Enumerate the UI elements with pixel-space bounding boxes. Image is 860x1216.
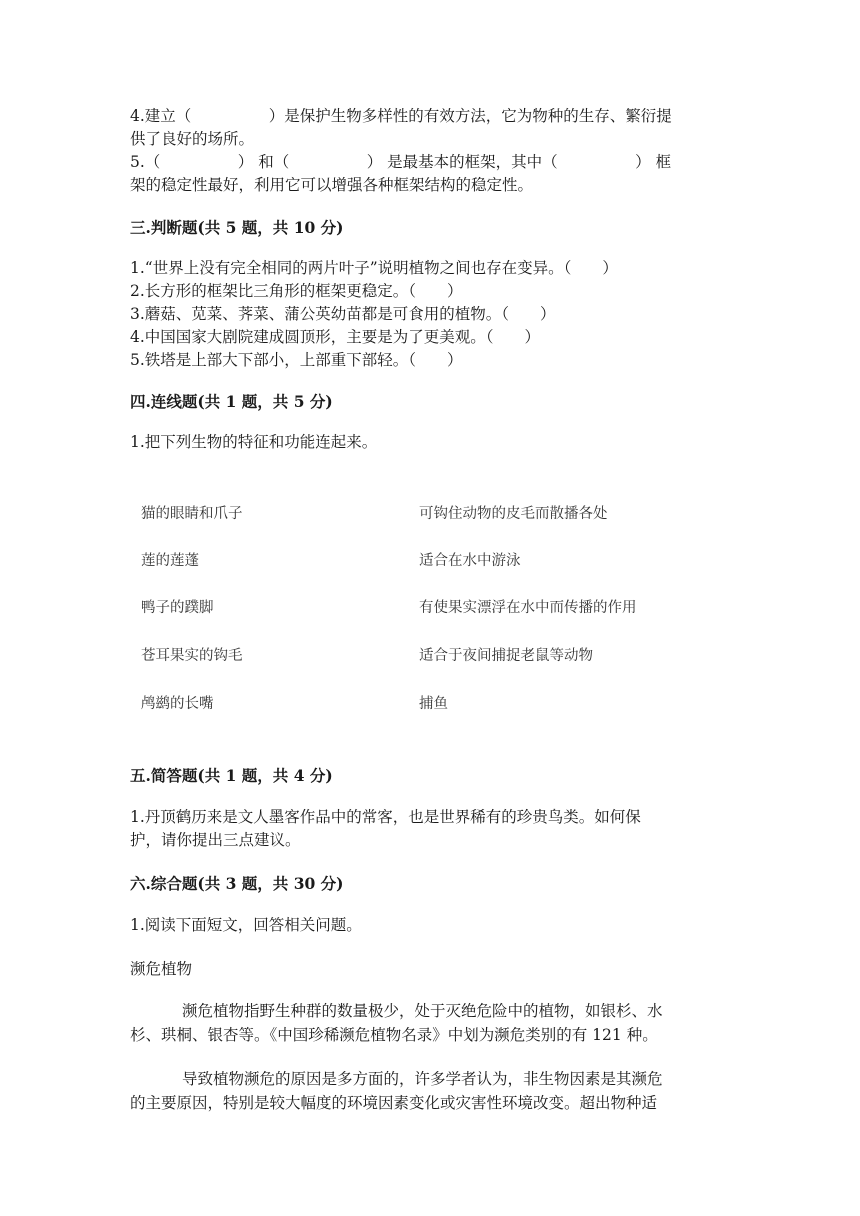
- judge-item-3: 3.蘑菇、苋菜、荠菜、蒲公英幼苗都是可食用的植物。（ ）: [130, 305, 556, 323]
- section-4-title: 四.连线题(共 1 题，共 5 分): [130, 392, 333, 411]
- matching-left-5: 鸬鹚的长嘴: [141, 696, 214, 712]
- article-p1-line-1: 濒危植物指野生种群的数量极少，处于灭绝危险中的植物，如银杉、水: [182, 1002, 663, 1020]
- matching-left-2: 莲的莲蓬: [141, 553, 199, 569]
- matching-right-5: 捕鱼: [419, 696, 448, 712]
- matching-right-4: 适合于夜间捕捉老鼠等动物: [419, 648, 593, 664]
- matching-left-3: 鸭子的蹼脚: [141, 600, 214, 616]
- matching-left-1: 猫的眼睛和爪子: [141, 506, 243, 522]
- question-5-line-1: 5.（ ） 和（ ） 是最基本的框架，其中（ ） 框: [130, 153, 672, 171]
- article-title: 濒危植物: [130, 960, 193, 978]
- article-p2-line-2: 的主要原因，特别是较大幅度的环境因素变化或灾害性环境改变。超出物种适: [130, 1094, 658, 1112]
- article-p2-line-1: 导致植物濒危的原因是多方面的，许多学者认为，非生物因素是其濒危: [182, 1070, 663, 1088]
- article-p1-line-2: 杉、珙桐、银杏等。《中国珍稀濒危植物名录》中划为濒危类别的有 121 种。: [130, 1026, 658, 1044]
- matching-right-1: 可钩住动物的皮毛而散播各处: [419, 506, 608, 522]
- matching-question: 1.把下列生物的特征和功能连起来。: [130, 433, 378, 451]
- question-4-line-1: 4.建立（ ）是保护生物多样性的有效方法，它为物种的生存、繁衍提: [130, 107, 672, 125]
- matching-right-2: 适合在水中游泳: [419, 553, 521, 569]
- question-4-line-2: 供了良好的场所。: [130, 130, 255, 148]
- section-3-title: 三.判断题(共 5 题，共 10 分): [130, 218, 344, 237]
- judge-item-2: 2.长方形的框架比三角形的框架更稳定。（ ）: [130, 282, 463, 300]
- short-answer-line-2: 护，请你提出三点建议。: [130, 831, 301, 849]
- section-5-title: 五.简答题(共 1 题，共 4 分): [130, 766, 333, 785]
- judge-item-4: 4.中国国家大剧院建成圆顶形，主要是为了更美观。（ ）: [130, 328, 541, 346]
- matching-left-4: 苍耳果实的钩毛: [141, 648, 243, 664]
- question-5-line-2: 架的稳定性最好，利用它可以增强各种框架结构的稳定性。: [130, 176, 534, 194]
- judge-item-1: 1.“世界上没有完全相同的两片叶子”说明植物之间也存在变异。（ ）: [130, 259, 618, 277]
- judge-item-5: 5.铁塔是上部大下部小，上部重下部轻。（ ）: [130, 351, 463, 369]
- reading-question: 1.阅读下面短文，回答相关问题。: [130, 916, 362, 934]
- section-6-title: 六.综合题(共 3 题，共 30 分): [130, 874, 344, 893]
- matching-right-3: 有使果实漂浮在水中而传播的作用: [419, 600, 637, 616]
- short-answer-line-1: 1.丹顶鹤历来是文人墨客作品中的常客，也是世界稀有的珍贵鸟类。如何保: [130, 808, 641, 826]
